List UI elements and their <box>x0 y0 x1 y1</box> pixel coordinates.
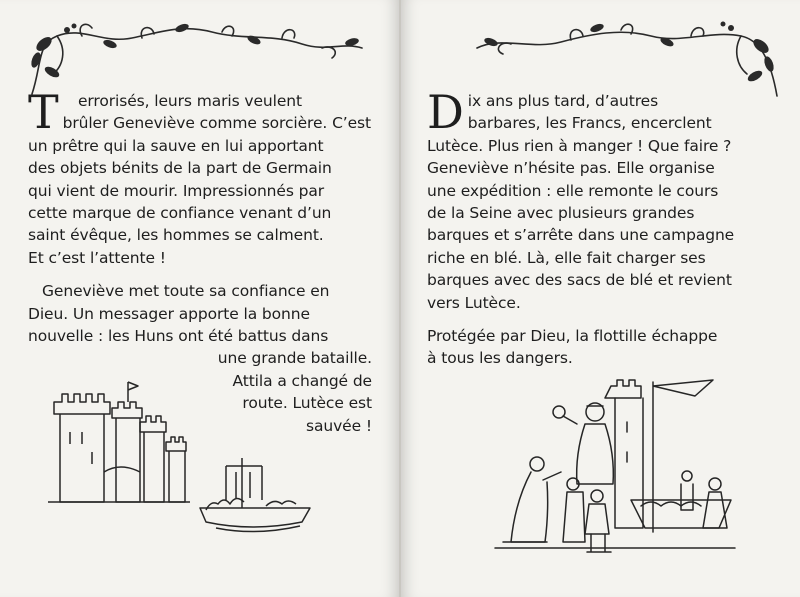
text-line: Geneviève met toute sa confiance en <box>42 282 330 301</box>
text-line: cette marque de confiance venant d’un <box>28 204 332 223</box>
text-line: vers Lutèce. <box>427 293 521 312</box>
text-line: Geneviève n’hésite pas. Elle organise <box>427 159 715 178</box>
text-line: Dieu. Un messager apporte la bonne <box>28 304 310 323</box>
text-line: brûler Geneviève comme sorcière. C’est <box>62 114 372 133</box>
text-line: barques et s’arrête dans une campagne <box>427 226 735 245</box>
castle-towers-illustration-icon <box>44 362 194 522</box>
text-line: de la Seine avec plusieurs grandes <box>427 204 695 223</box>
text-line: Attila a changé de <box>232 371 372 390</box>
text-line: route. Lutèce est <box>242 394 372 413</box>
text-line: qui vient de mourir. Impressionnés par <box>28 181 325 200</box>
text-line: riche en blé. Là, elle fait charger ses <box>427 248 706 267</box>
text-line: barques avec des sacs de blé et revient <box>427 271 732 290</box>
right-page <box>401 0 800 597</box>
dropcap-letter: D <box>427 85 464 139</box>
text-line: saint évêque, les hommes se calment. <box>28 226 324 245</box>
right-text <box>427 85 779 370</box>
text-line: Protégée par Dieu, la flottille échappe <box>427 327 718 346</box>
left-page <box>0 0 399 597</box>
text-line: à tous les dangers. <box>427 349 573 368</box>
boat-illustration-icon <box>196 452 316 537</box>
text-line: sauvée ! <box>306 416 372 435</box>
text-line: ix ans plus tard, d’autres <box>467 92 659 110</box>
text-line: un prêtre qui la sauve en lui apportant <box>28 136 324 155</box>
dropcap-letter: T <box>28 85 59 139</box>
genevieve-harbour-scene-illustration-icon <box>491 372 741 572</box>
right-paragraph-2 <box>427 325 779 370</box>
text-line: une expédition : elle remonte le cours <box>427 181 719 200</box>
left-paragraph-1 <box>28 85 372 269</box>
text-line: Lutèce. Plus rien à manger ! Que faire ? <box>427 136 732 155</box>
text-line: une grande bataille. <box>217 349 372 368</box>
text-line: des objets bénits de la part de Germain <box>28 159 332 178</box>
text-line: errorisés, leurs maris veulent <box>78 92 302 110</box>
text-line: nouvelle : les Huns ont été battus dans <box>28 327 329 346</box>
right-paragraph-1 <box>427 85 779 314</box>
text-line: Et c’est l’attente ! <box>28 248 166 267</box>
text-line: barbares, les Francs, encerclent <box>467 114 712 133</box>
